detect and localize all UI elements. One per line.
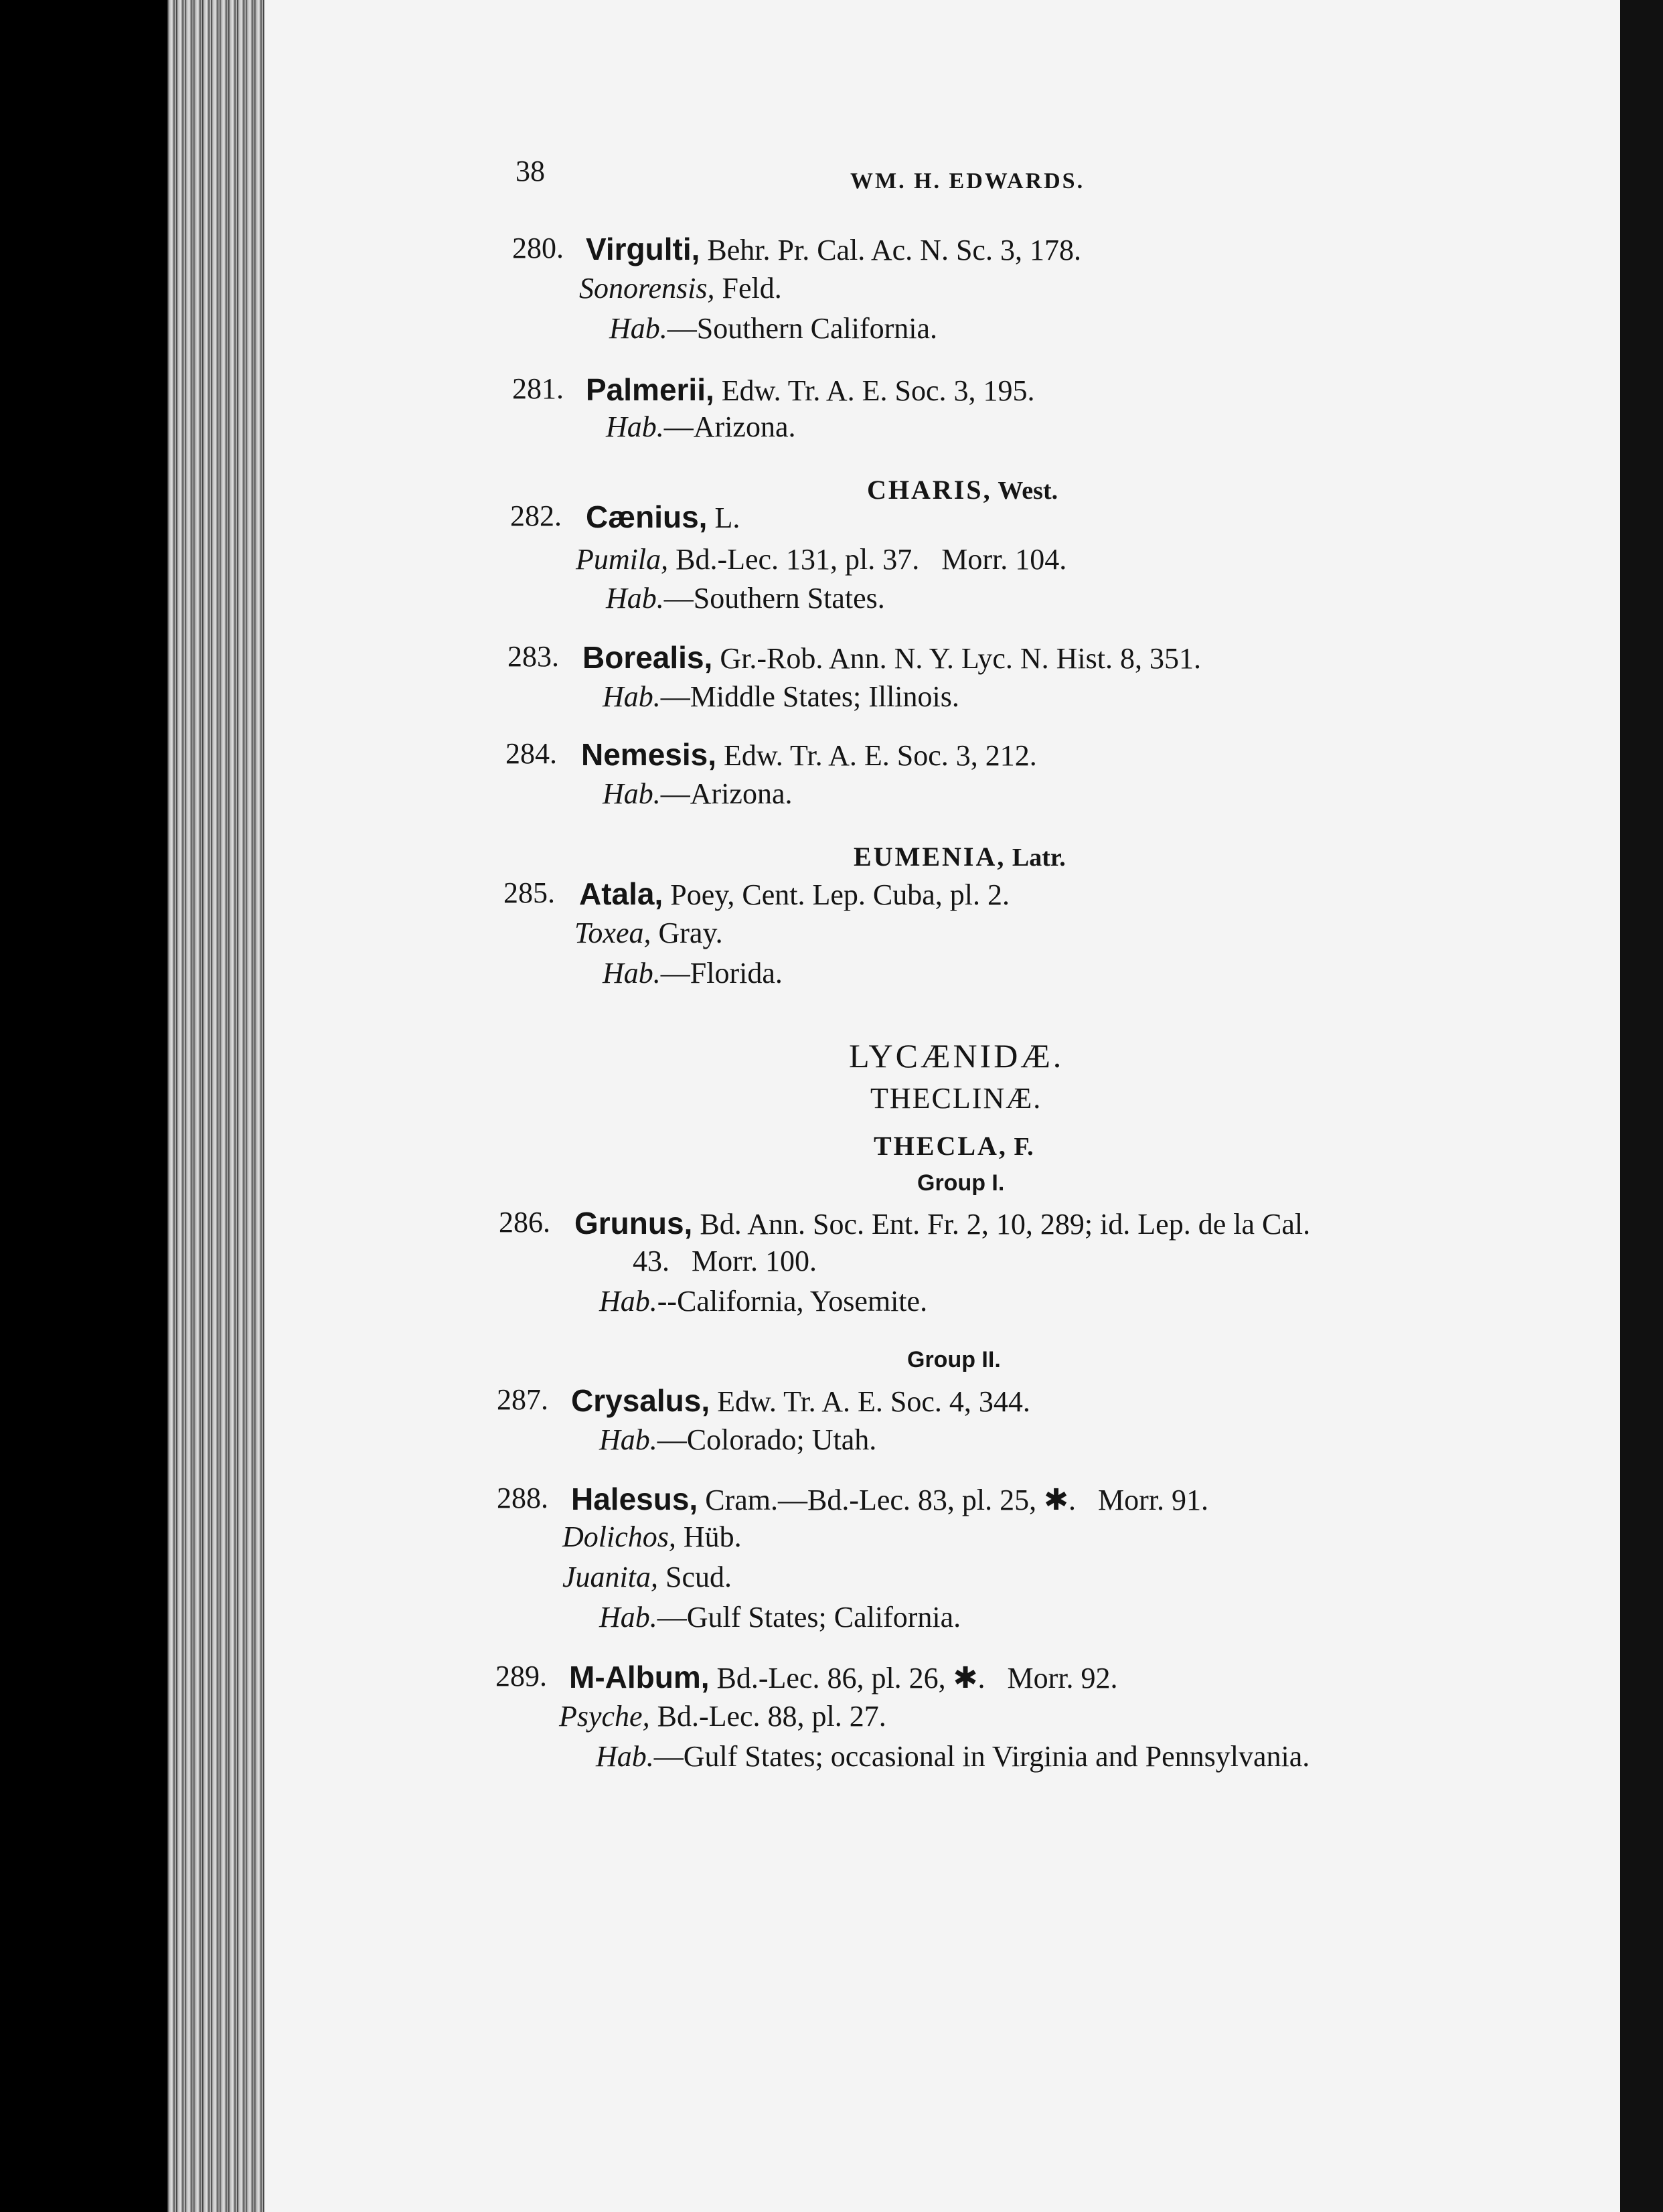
citation-continuation: 43. Morr. 100. [633, 1245, 817, 1277]
entry-number: 284. [505, 737, 557, 770]
species-name: Cænius, [586, 499, 708, 534]
entry-number: 282. [510, 499, 562, 532]
entry-heading [586, 231, 1081, 267]
citation: Cram.—Bd.-Lec. 83, pl. 25, ✱. Morr. 91. [698, 1484, 1208, 1516]
habitat-line: Hab.—Gulf States; occasional in Virginia and Pennsylvania. [596, 1740, 1310, 1773]
synonym-line: Psyche, Bd.-Lec. 88, pl. 27. [559, 1700, 886, 1733]
entry-number: 288. [497, 1482, 548, 1514]
group-heading-1: Group I. [917, 1170, 1005, 1196]
entry-number: 285. [503, 876, 555, 909]
entry-heading [579, 876, 1010, 912]
entry-number: 281. [512, 372, 564, 405]
citation: Bd.-Lec. 86, pl. 26, ✱. Morr. 92. [709, 1662, 1118, 1694]
synonym-line: Pumila, Bd.-Lec. 131, pl. 37. Morr. 104. [576, 543, 1067, 576]
entry-heading [571, 1481, 1208, 1517]
species-name: Palmerii, [586, 372, 714, 407]
habitat-line: Hab.—Gulf States; California. [599, 1601, 961, 1634]
citation: Gr.-Rob. Ann. N. Y. Lyc. N. Hist. 8, 351. [712, 642, 1202, 675]
book-page-edges [167, 0, 274, 2212]
citation: Behr. Pr. Cal. Ac. N. Sc. 3, 178. [700, 234, 1081, 266]
genus-heading-thecla: THECLA, F. [874, 1131, 1034, 1161]
citation: Edw. Tr. A. E. Soc. 3, 212. [716, 739, 1037, 772]
genus-heading-eumenia: EUMENIA, Latr. [854, 842, 1066, 872]
entry-number: 286. [499, 1206, 550, 1239]
synonym-line: Juanita, Scud. [562, 1561, 732, 1593]
habitat-line: Hab.—Middle States; Illinois. [603, 680, 959, 713]
synonym-line: Sonorensis, Feld. [579, 272, 782, 305]
entry-heading [586, 372, 1035, 408]
species-name: Halesus, [571, 1482, 698, 1516]
entry-number: 289. [495, 1660, 547, 1692]
subfamily-heading: THECLINÆ. [870, 1082, 1042, 1115]
species-name: Atala, [579, 876, 663, 911]
citation: Bd. Ann. Soc. Ent. Fr. 2, 10, 289; id. Lep. de la Cal. [692, 1208, 1311, 1241]
citation: Edw. Tr. A. E. Soc. 4, 344. [710, 1385, 1030, 1418]
citation: Poey, Cent. Lep. Cuba, pl. 2. [663, 878, 1010, 911]
family-heading: LYCÆNIDÆ. [849, 1037, 1064, 1075]
species-name: Borealis, [582, 640, 713, 675]
entry-heading [569, 1659, 1118, 1695]
habitat-line: Hab.—Southern States. [606, 582, 885, 615]
species-name: Grunus, [574, 1206, 693, 1241]
habitat-line: Hab.—Colorado; Utah. [599, 1423, 877, 1456]
habitat-line: Hab.--California, Yosemite. [599, 1285, 928, 1318]
citation: L. [707, 501, 740, 534]
entry-heading [581, 736, 1037, 773]
running-head: WM. H. EDWARDS. [850, 169, 1085, 193]
habitat-line: Hab.—Florida. [603, 957, 783, 990]
species-name: M-Album, [569, 1660, 710, 1694]
entry-heading [571, 1382, 1030, 1419]
citation: Edw. Tr. A. E. Soc. 3, 195. [714, 374, 1035, 407]
entry-number: 287. [497, 1383, 548, 1416]
species-name: Nemesis, [581, 737, 717, 772]
entry-heading [582, 639, 1201, 676]
binding-shadow [1620, 0, 1663, 2212]
entry-number: 280. [512, 232, 564, 264]
synonym-line: Dolichos, Hüb. [562, 1520, 742, 1553]
habitat-line: Hab.—Southern California. [609, 312, 938, 345]
species-name: Virgulti, [586, 232, 700, 266]
synonym-line: Toxea, Gray. [574, 917, 723, 949]
species-name: Crysalus, [571, 1383, 710, 1418]
habitat-line: Hab.—Arizona. [606, 410, 796, 443]
entry-heading [574, 1205, 1310, 1241]
page-number: 38 [516, 155, 545, 187]
entry-number: 283. [507, 640, 559, 673]
entry-heading [586, 499, 740, 535]
habitat-line: Hab.—Arizona. [603, 777, 793, 810]
group-heading-2: Group II. [907, 1347, 1001, 1372]
genus-heading-charis: CHARIS, West. [867, 475, 1058, 505]
